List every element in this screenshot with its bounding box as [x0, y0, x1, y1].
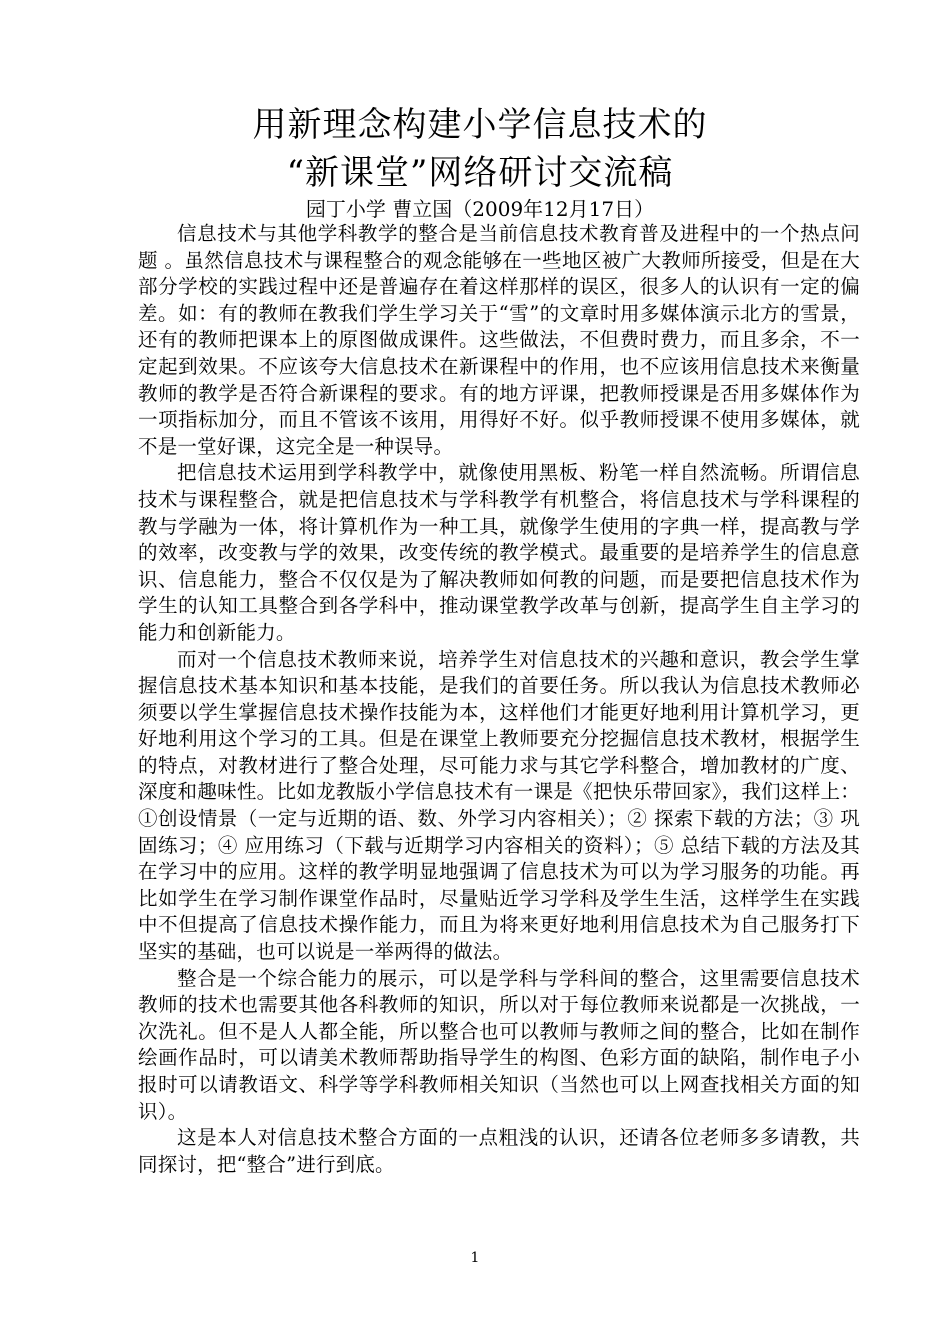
paragraph-5: 这是本人对信息技术整合方面的一点粗浅的认识，还请各位老师多多请教，共同探讨，把“整合”进行到底。 [138, 1126, 860, 1176]
paragraph-3: 而对一个信息技术教师来说，培养学生对信息技术的兴趣和意识，教会学生掌握信息技术基本知识和基本技能，是我们的首要任务。所以我认为信息技术教师必须要以学生掌握信息技术操作技能为本，这样他们才能更好地利用计算机学习，更好地利用这个学习的工具。但是在课堂上教师要充分挖掘信息技术教材，根据学生的特点，对教材进行了整合处理，尽可能力求与其它学科整合，增加教材的广度、深度和趣味性。比如龙教版小学信息技术有一课是《把快乐带回家》，我们这样上：①创设情景（一定与近期的语、数、外学习内容相关）；② 探索下载的方法；③ 巩固练习；④ 应用练习（下载与近期学习内容相关的资料）；⑤ 总结下载的方法及其在学习中的应用。这样的教学明显地强调了信息技术为可以为学习服务的功能。再比如学生在学习制作课堂作品时，尽量贴近学习学科及学生生活，这样学生在实践中不但提高了信息技术操作能力，而且为将来更好地利用信息技术为自己服务打下坚实的基础，也可以说是一举两得的做法。 [138, 647, 860, 964]
document-body [138, 221, 860, 1178]
paragraph-1: 信息技术与其他学科教学的整合是当前信息技术教育普及进程中的一个热点问题 。虽然信息技术与课程整合的观念能够在一些地区被广大教师所接受，但是在大部分学校的实践过程中还是普遍存在着这样那样的误区，很多人的认识有一定的偏差。如：有的教师在教我们学生学习关于“雪”的文章时用多媒体演示北方的雪景，还有的教师把课本上的原图做成课件。这些做法，不但费时费力，而且多余，不一定起到效果。不应该夸大信息技术在新课程中的作用，也不应该用信息技术来衡量教师的教学是否符合新课程的要求。有的地方评课，把教师授课是否用多媒体作为一项指标加分，而且不管该不该用，用得好不好。似乎教师授课不使用多媒体，就不是一堂好课，这完全是一种误导。 [138, 222, 860, 458]
author-byline: 园丁小学 曹立国（2009年12月17日） [305, 197, 655, 221]
paragraph-2: 把信息技术运用到学科教学中，就像使用黑板、粉笔一样自然流畅。所谓信息技术与课程整合，就是把信息技术与学科教学有机整合，将信息技术与学科课程的教与学融为一体，将计算机作为一种工具，就像学生使用的字典一样，提高教与学的效率，改变教与学的效果，改变传统的教学模式。最重要的是培养学生的信息意识、信息能力，整合不仅仅是为了解决教师如何教的问题，而是要把信息技术作为学生的认知工具整合到各学科中，推动课堂教学改革与创新，提高学生自主学习的能力和创新能力。 [138, 461, 860, 644]
document-title-line-2: “新课堂”网络研讨交流稿 [286, 153, 674, 193]
document-title-line-1: 用新理念构建小学信息技术的 [252, 105, 708, 145]
paragraph-4: 整合是一个综合能力的展示，可以是学科与学科间的整合，这里需要信息技术教师的技术也需要其他各科教师的知识，所以对于每位教师来说都是一次挑战，一次洗礼。但不是人人都全能，所以整合也可以教师与教师之间的整合，比如在制作绘画作品时，可以请美术教师帮助指导学生的构图、色彩方面的缺陷，制作电子小报时可以请教语文、科学等学科教师相关知识（当然也可以上网查找相关方面的知识）。 [138, 966, 860, 1123]
page-number: 1 [470, 1250, 480, 1266]
